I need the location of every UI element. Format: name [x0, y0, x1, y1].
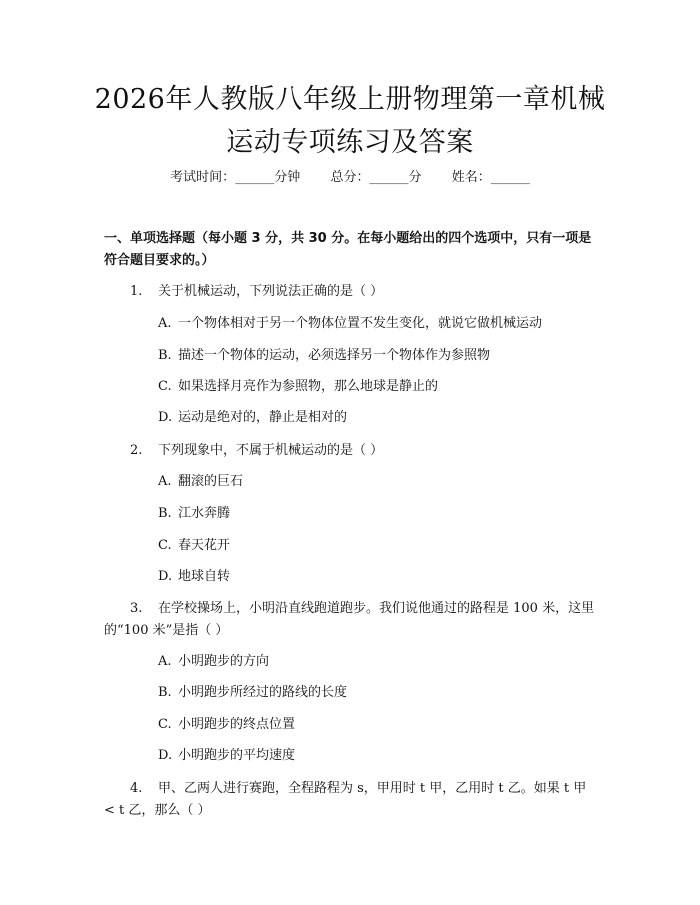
option-text: 运动是绝对的，静止是相对的: [178, 410, 348, 425]
question-1-option-d: [158, 408, 598, 428]
option-text: 小明跑步的终点位置: [178, 717, 296, 732]
option-letter: B.: [158, 348, 172, 363]
option-text: 小明跑步所经过的路线的长度: [178, 685, 348, 700]
option-letter: D.: [158, 569, 173, 584]
option-text: 小明跑步的方向: [178, 654, 270, 669]
option-letter: B.: [158, 685, 172, 700]
question-2: [130, 440, 600, 462]
question-2-option-b: [158, 504, 598, 524]
document-title: 2026年人教版八年级上册物理第一章机械运动专项练习及答案: [94, 84, 606, 158]
question-1-option-b: [158, 346, 598, 366]
option-text: 描述一个物体的运动，必须选择另一个物体作为参照物: [178, 348, 491, 363]
option-letter: D.: [158, 748, 173, 763]
question-2-option-a: [158, 472, 598, 492]
time-label: 考试时间：: [170, 170, 236, 185]
question-2-option-d: [158, 567, 598, 587]
option-text: 小明跑步的平均速度: [178, 748, 296, 763]
score-label: 总分：: [330, 170, 370, 185]
question-number: 3.: [130, 601, 143, 616]
question-text: 下列现象中，不属于机械运动的是（ ）: [158, 443, 384, 458]
option-letter: A.: [158, 316, 172, 331]
section-heading: 一、单项选择题（每小题 3 分，共 30 分。在每小题给出的四个选项中，只有一项是符合题目要求的。）: [104, 231, 592, 268]
option-letter: D.: [158, 410, 173, 425]
time-blank: ______分钟: [235, 170, 301, 185]
question-number: 1.: [130, 284, 143, 299]
name-blank: ______: [490, 170, 530, 185]
option-text: 如果选择月亮作为参照物，那么地球是静止的: [178, 379, 439, 394]
option-text: 翻滚的巨石: [178, 474, 244, 489]
question-1-option-a: [158, 314, 598, 334]
option-letter: A.: [158, 654, 172, 669]
question-3-option-d: [158, 746, 598, 766]
question-text: 甲、乙两人进行赛跑，全程路程为 s，甲用时 t 甲，乙用时 t 乙。如果 t 甲 < t 乙，那么（ ）: [104, 781, 587, 818]
question-3-option-a: [158, 652, 598, 672]
option-text: 春天花开: [178, 538, 231, 553]
question-number: 4.: [130, 781, 143, 796]
question-1-option-c: [158, 377, 598, 397]
question-4: [104, 778, 596, 822]
question-number: 2.: [130, 443, 143, 458]
question-3-option-b: [158, 683, 598, 703]
option-letter: B.: [158, 506, 172, 521]
question-3: [104, 598, 596, 642]
option-letter: A.: [158, 474, 172, 489]
question-text: 关于机械运动，下列说法正确的是（ ）: [158, 284, 384, 299]
option-letter: C.: [158, 538, 172, 553]
option-letter: C.: [158, 379, 172, 394]
question-2-option-c: [158, 536, 598, 556]
option-text: 地球自转: [178, 569, 231, 584]
question-1: [130, 281, 600, 303]
question-3-option-c: [158, 715, 598, 735]
option-text: 一个物体相对于另一个物体位置不发生变化，就说它做机械运动: [178, 316, 543, 331]
score-blank: ______分: [369, 170, 422, 185]
name-label: 姓名：: [451, 170, 491, 185]
exam-info-line: [0, 168, 700, 188]
question-text: 在学校操场上，小明沿直线跑道跑步。我们说他通过的路程是 100 米，这里的“100 米”是指（ ）: [104, 601, 595, 638]
option-letter: C.: [158, 717, 172, 732]
option-text: 江水奔腾: [178, 506, 231, 521]
